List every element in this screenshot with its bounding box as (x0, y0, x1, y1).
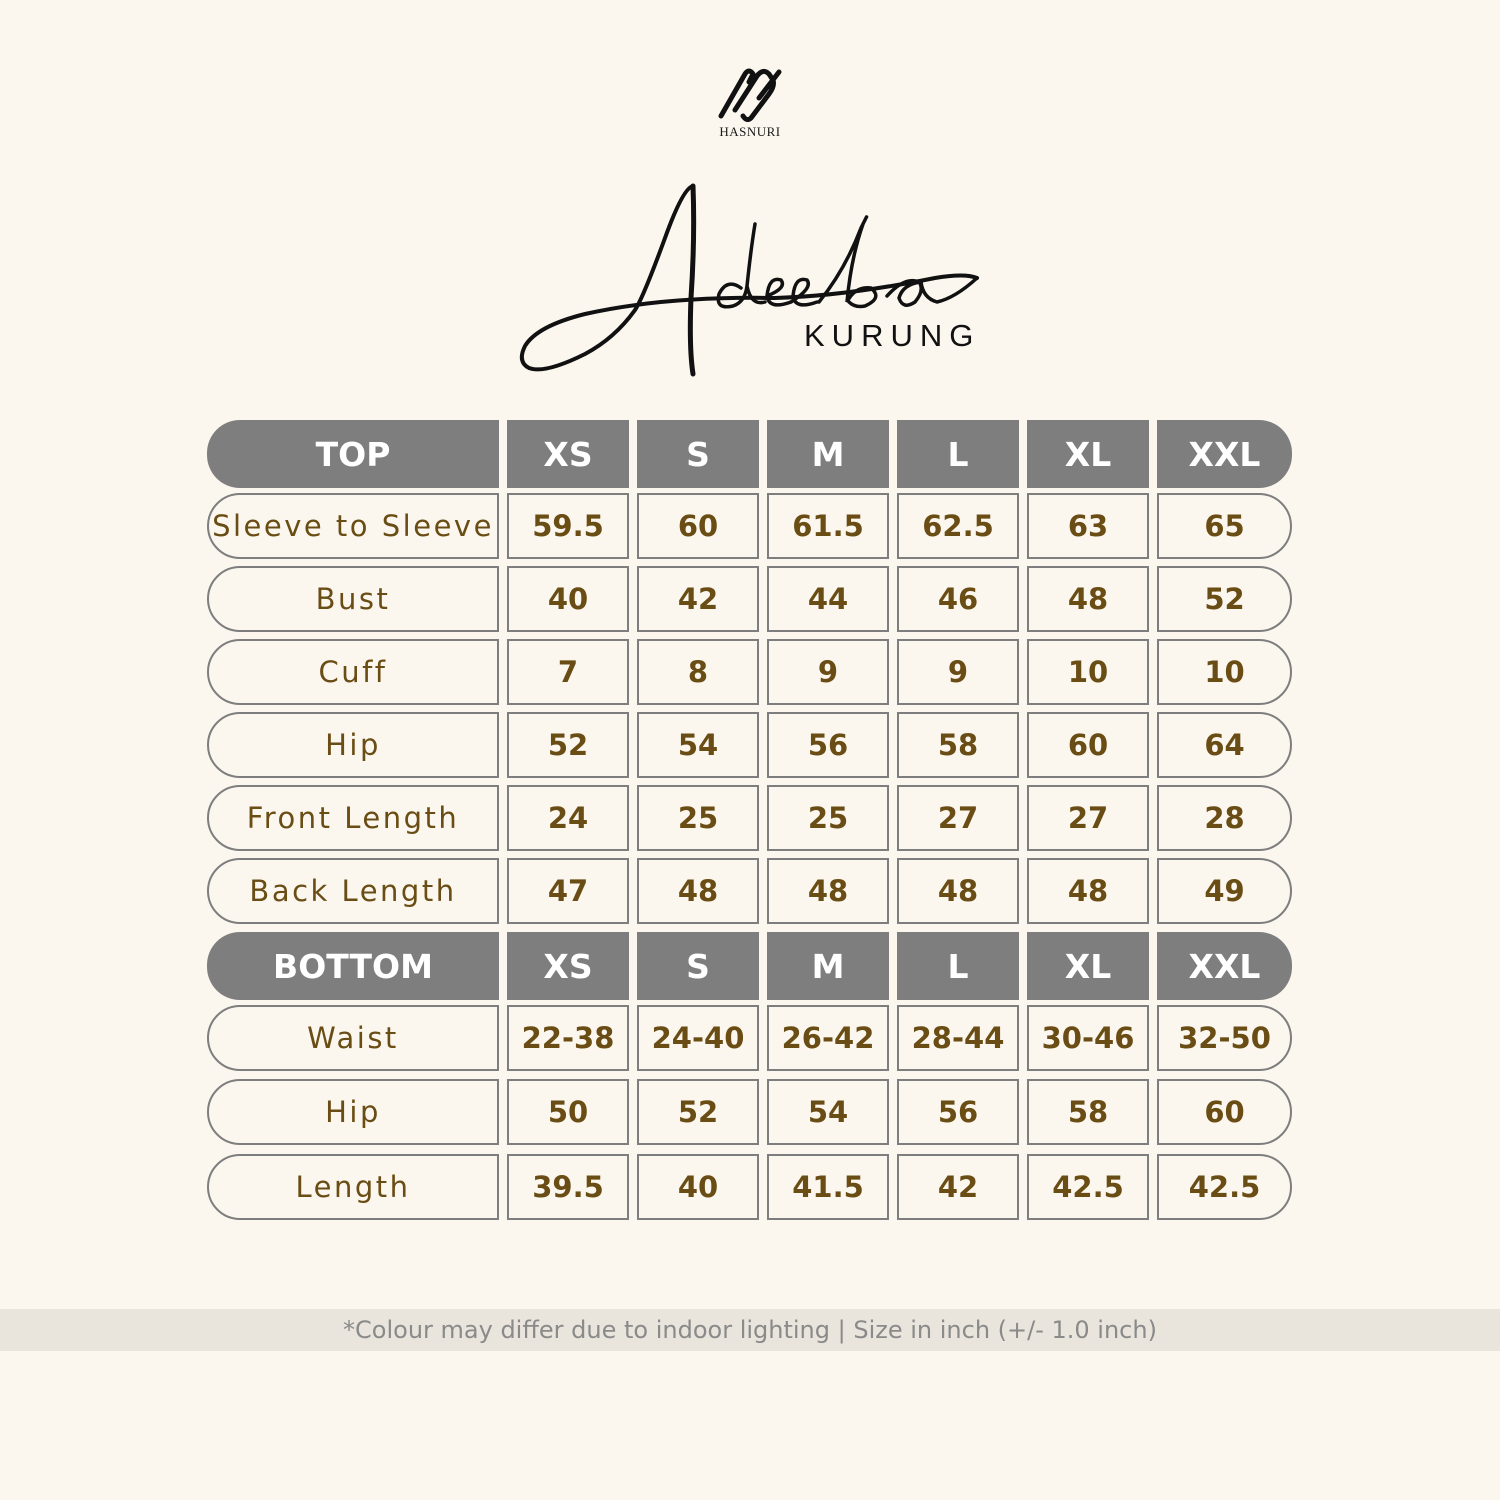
product-category: KURUNG (804, 318, 981, 353)
top-row-value: 56 (767, 712, 889, 778)
top-size-header-xs: XS (507, 420, 629, 488)
top-row-value: 27 (1027, 785, 1149, 851)
bottom-size-header-xs: XS (507, 932, 629, 1000)
bottom-row-label: Length (207, 1154, 499, 1220)
top-row-value: 52 (507, 712, 629, 778)
bottom-row-value: 30-46 (1027, 1005, 1149, 1071)
top-row-value: 60 (1027, 712, 1149, 778)
top-size-header-xxl: XXL (1157, 420, 1292, 488)
bottom-row-value: 24-40 (637, 1005, 759, 1071)
bottom-row-value: 26-42 (767, 1005, 889, 1071)
top-row-label: Front Length (207, 785, 499, 851)
top-row-value: 52 (1157, 566, 1292, 632)
top-size-header-s: S (637, 420, 759, 488)
top-row-label: Hip (207, 712, 499, 778)
top-section-title: TOP (207, 420, 499, 488)
product-name: Adeeba (515, 178, 519, 179)
bottom-row-label: Waist (207, 1005, 499, 1071)
bottom-row-value: 42 (897, 1154, 1019, 1220)
bottom-row-value: 22-38 (507, 1005, 629, 1071)
footnote-text: *Colour may differ due to indoor lighting | Size in inch (+/- 1.0 inch) (343, 1316, 1157, 1344)
bottom-row-value: 52 (637, 1079, 759, 1145)
bottom-row-value: 40 (637, 1154, 759, 1220)
top-row-value: 63 (1027, 493, 1149, 559)
bottom-row-value: 50 (507, 1079, 629, 1145)
bottom-section-title: BOTTOM (207, 932, 499, 1000)
top-row-value: 60 (637, 493, 759, 559)
top-row-value: 62.5 (897, 493, 1019, 559)
top-row-value: 10 (1027, 639, 1149, 705)
top-size-header-xl: XL (1027, 420, 1149, 488)
top-row-value: 28 (1157, 785, 1292, 851)
top-row-value: 25 (767, 785, 889, 851)
top-row-value: 46 (897, 566, 1019, 632)
top-size-header-m: M (767, 420, 889, 488)
bottom-row-value: 58 (1027, 1079, 1149, 1145)
top-row-value: 25 (637, 785, 759, 851)
top-row-value: 9 (897, 639, 1019, 705)
bottom-row-value: 56 (897, 1079, 1019, 1145)
product-name-script (515, 178, 995, 398)
bottom-size-header-s: S (637, 932, 759, 1000)
top-row-value: 9 (767, 639, 889, 705)
top-row-value: 65 (1157, 493, 1292, 559)
top-row-label: Cuff (207, 639, 499, 705)
top-size-header-l: L (897, 420, 1019, 488)
bottom-row-value: 28-44 (897, 1005, 1019, 1071)
top-row-value: 54 (637, 712, 759, 778)
brand-name: HASNURI (719, 124, 781, 139)
bottom-row-label: Hip (207, 1079, 499, 1145)
bottom-row-value: 32-50 (1157, 1005, 1292, 1071)
bottom-size-header-xl: XL (1027, 932, 1149, 1000)
bottom-size-header-m: M (767, 932, 889, 1000)
top-row-value: 47 (507, 858, 629, 924)
top-row-label: Sleeve to Sleeve (207, 493, 499, 559)
top-row-value: 48 (1027, 566, 1149, 632)
bottom-row-value: 42.5 (1157, 1154, 1292, 1220)
top-row-value: 42 (637, 566, 759, 632)
bottom-size-header-xxl: XXL (1157, 932, 1292, 1000)
bottom-row-value: 41.5 (767, 1154, 889, 1220)
hasnuri-logo-icon (715, 66, 785, 122)
top-row-value: 27 (897, 785, 1019, 851)
bottom-row-value: 39.5 (507, 1154, 629, 1220)
top-row-value: 64 (1157, 712, 1292, 778)
top-row-label: Back Length (207, 858, 499, 924)
top-row-value: 24 (507, 785, 629, 851)
top-row-value: 8 (637, 639, 759, 705)
top-row-value: 59.5 (507, 493, 629, 559)
top-row-value: 7 (507, 639, 629, 705)
top-row-value: 44 (767, 566, 889, 632)
top-row-value: 48 (767, 858, 889, 924)
top-row-value: 40 (507, 566, 629, 632)
brand-logo (700, 66, 800, 140)
top-row-value: 48 (637, 858, 759, 924)
top-row-value: 48 (897, 858, 1019, 924)
top-row-value: 49 (1157, 858, 1292, 924)
top-row-value: 48 (1027, 858, 1149, 924)
top-row-value: 10 (1157, 639, 1292, 705)
bottom-row-value: 60 (1157, 1079, 1292, 1145)
bottom-row-value: 54 (767, 1079, 889, 1145)
top-row-label: Bust (207, 566, 499, 632)
bottom-size-header-l: L (897, 932, 1019, 1000)
bottom-row-value: 42.5 (1027, 1154, 1149, 1220)
top-row-value: 58 (897, 712, 1019, 778)
top-row-value: 61.5 (767, 493, 889, 559)
